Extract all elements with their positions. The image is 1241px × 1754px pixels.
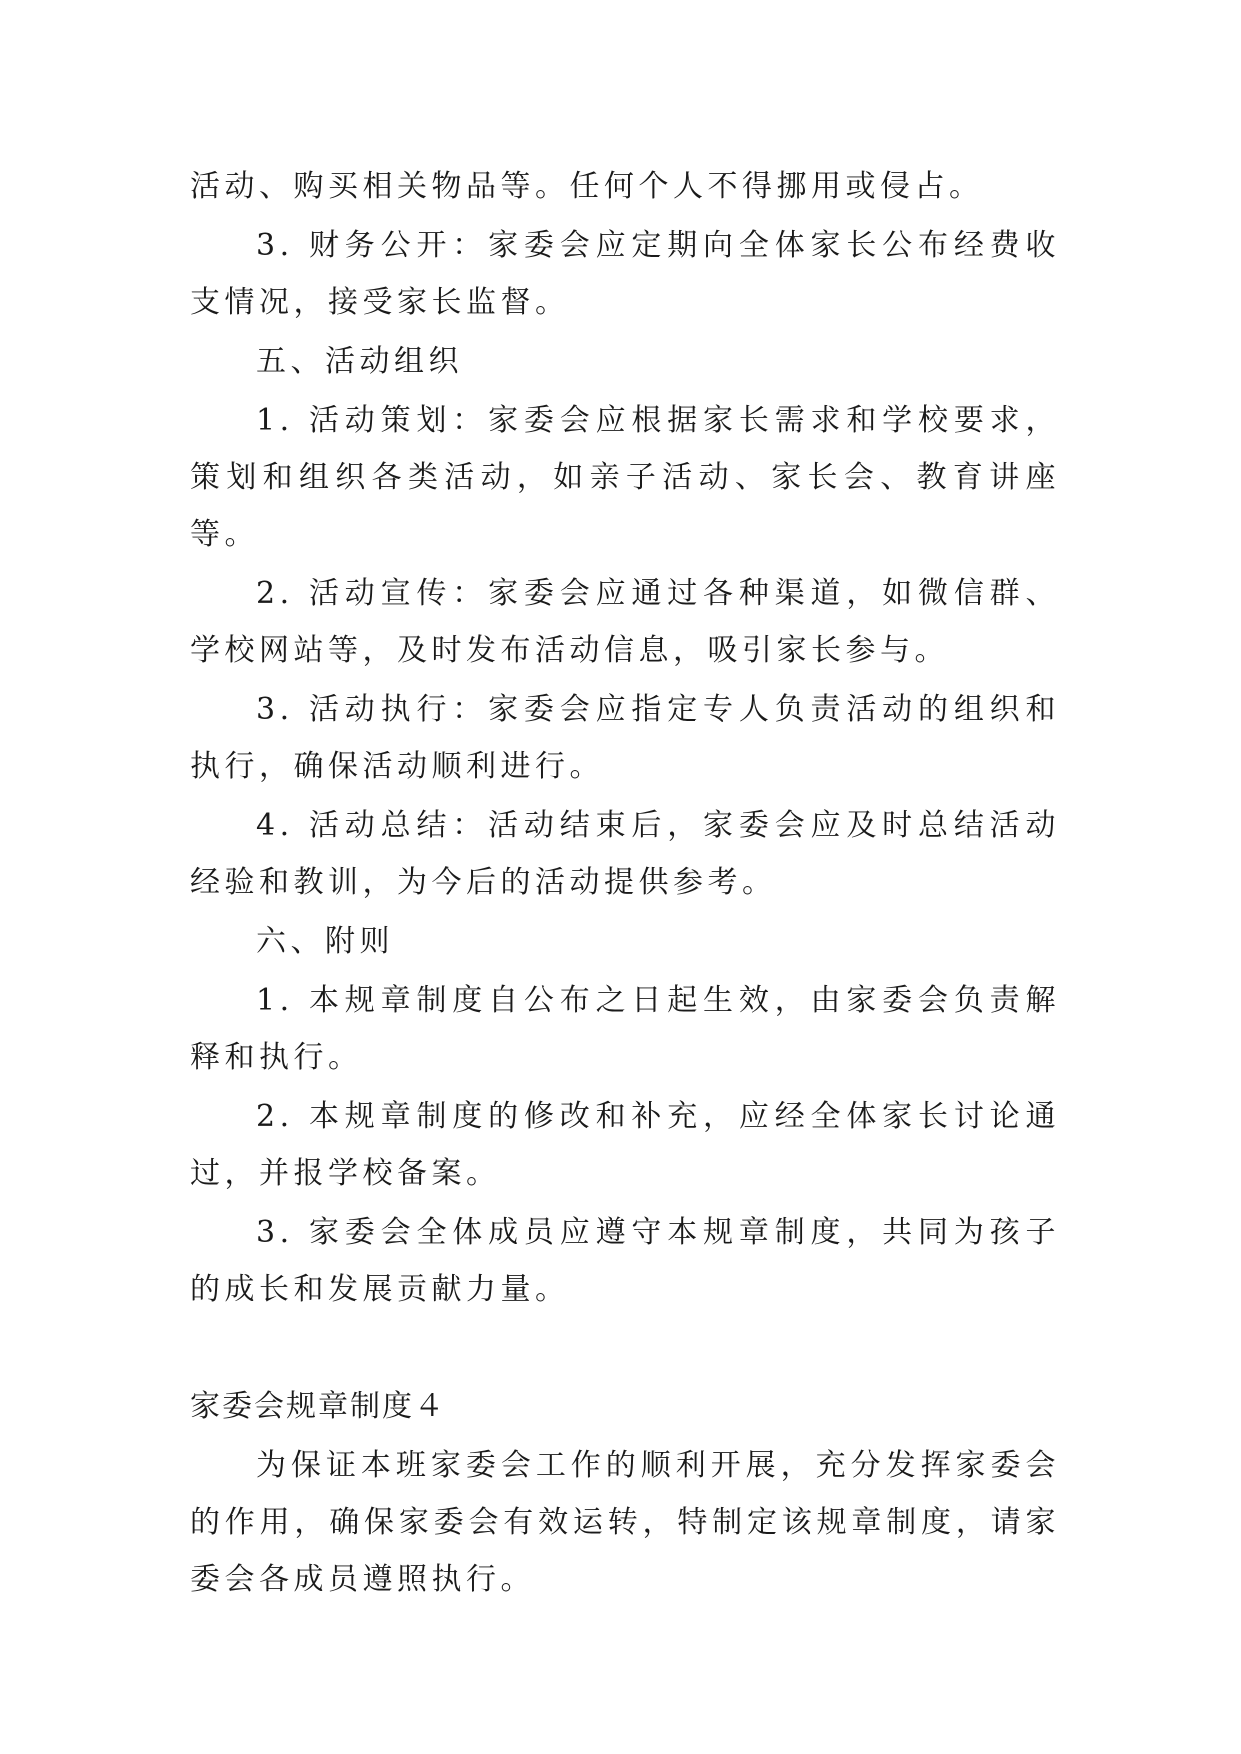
paragraph-activity-planning: 1. 活动策划：家委会应根据家长需求和学校要求，策划和组织各类活动，如亲子活动、家长会、教育讲座等。 xyxy=(190,403,1060,552)
paragraph-financial-disclosure: 3. 财务公开：家委会应定期向全体家长公布经费收支情况，接受家长监督。 xyxy=(190,228,1060,320)
paragraph-continuation: 活动、购买相关物品等。任何个人不得挪用或侵占。 xyxy=(190,169,984,204)
section-heading-activity-organization: 五、活动组织 xyxy=(256,344,463,379)
paragraph-activity-summary: 4. 活动总结：活动结束后，家委会应及时总结活动经验和教训，为今后的活动提供参考。 xyxy=(190,808,1060,900)
document-page xyxy=(190,158,1060,1610)
paragraph-compliance: 3. 家委会全体成员应遵守本规章制度，共同为孩子的成长和发展贡献力量。 xyxy=(190,1215,1060,1307)
paragraph-effective-date: 1. 本规章制度自公布之日起生效，由家委会负责解释和执行。 xyxy=(190,983,1060,1075)
paragraph-amendments: 2. 本规章制度的修改和补充，应经全体家长讨论通过，并报学校备案。 xyxy=(190,1099,1060,1191)
paragraph-introduction: 为保证本班家委会工作的顺利开展，充分发挥家委会的作用，确保家委会有效运转，特制定该规章制度，请家委会各成员遵照执行。 xyxy=(190,1448,1060,1597)
section-heading-supplementary-provisions: 六、附则 xyxy=(256,924,394,959)
paragraph-activity-promotion: 2. 活动宣传：家委会应通过各种渠道，如微信群、学校网站等，及时发布活动信息，吸引家长参与。 xyxy=(190,576,1060,668)
paragraph-activity-execution: 3. 活动执行：家委会应指定专人负责活动的组织和执行，确保活动顺利进行。 xyxy=(190,692,1060,784)
document-title-4: 家委会规章制度４ xyxy=(190,1389,446,1424)
